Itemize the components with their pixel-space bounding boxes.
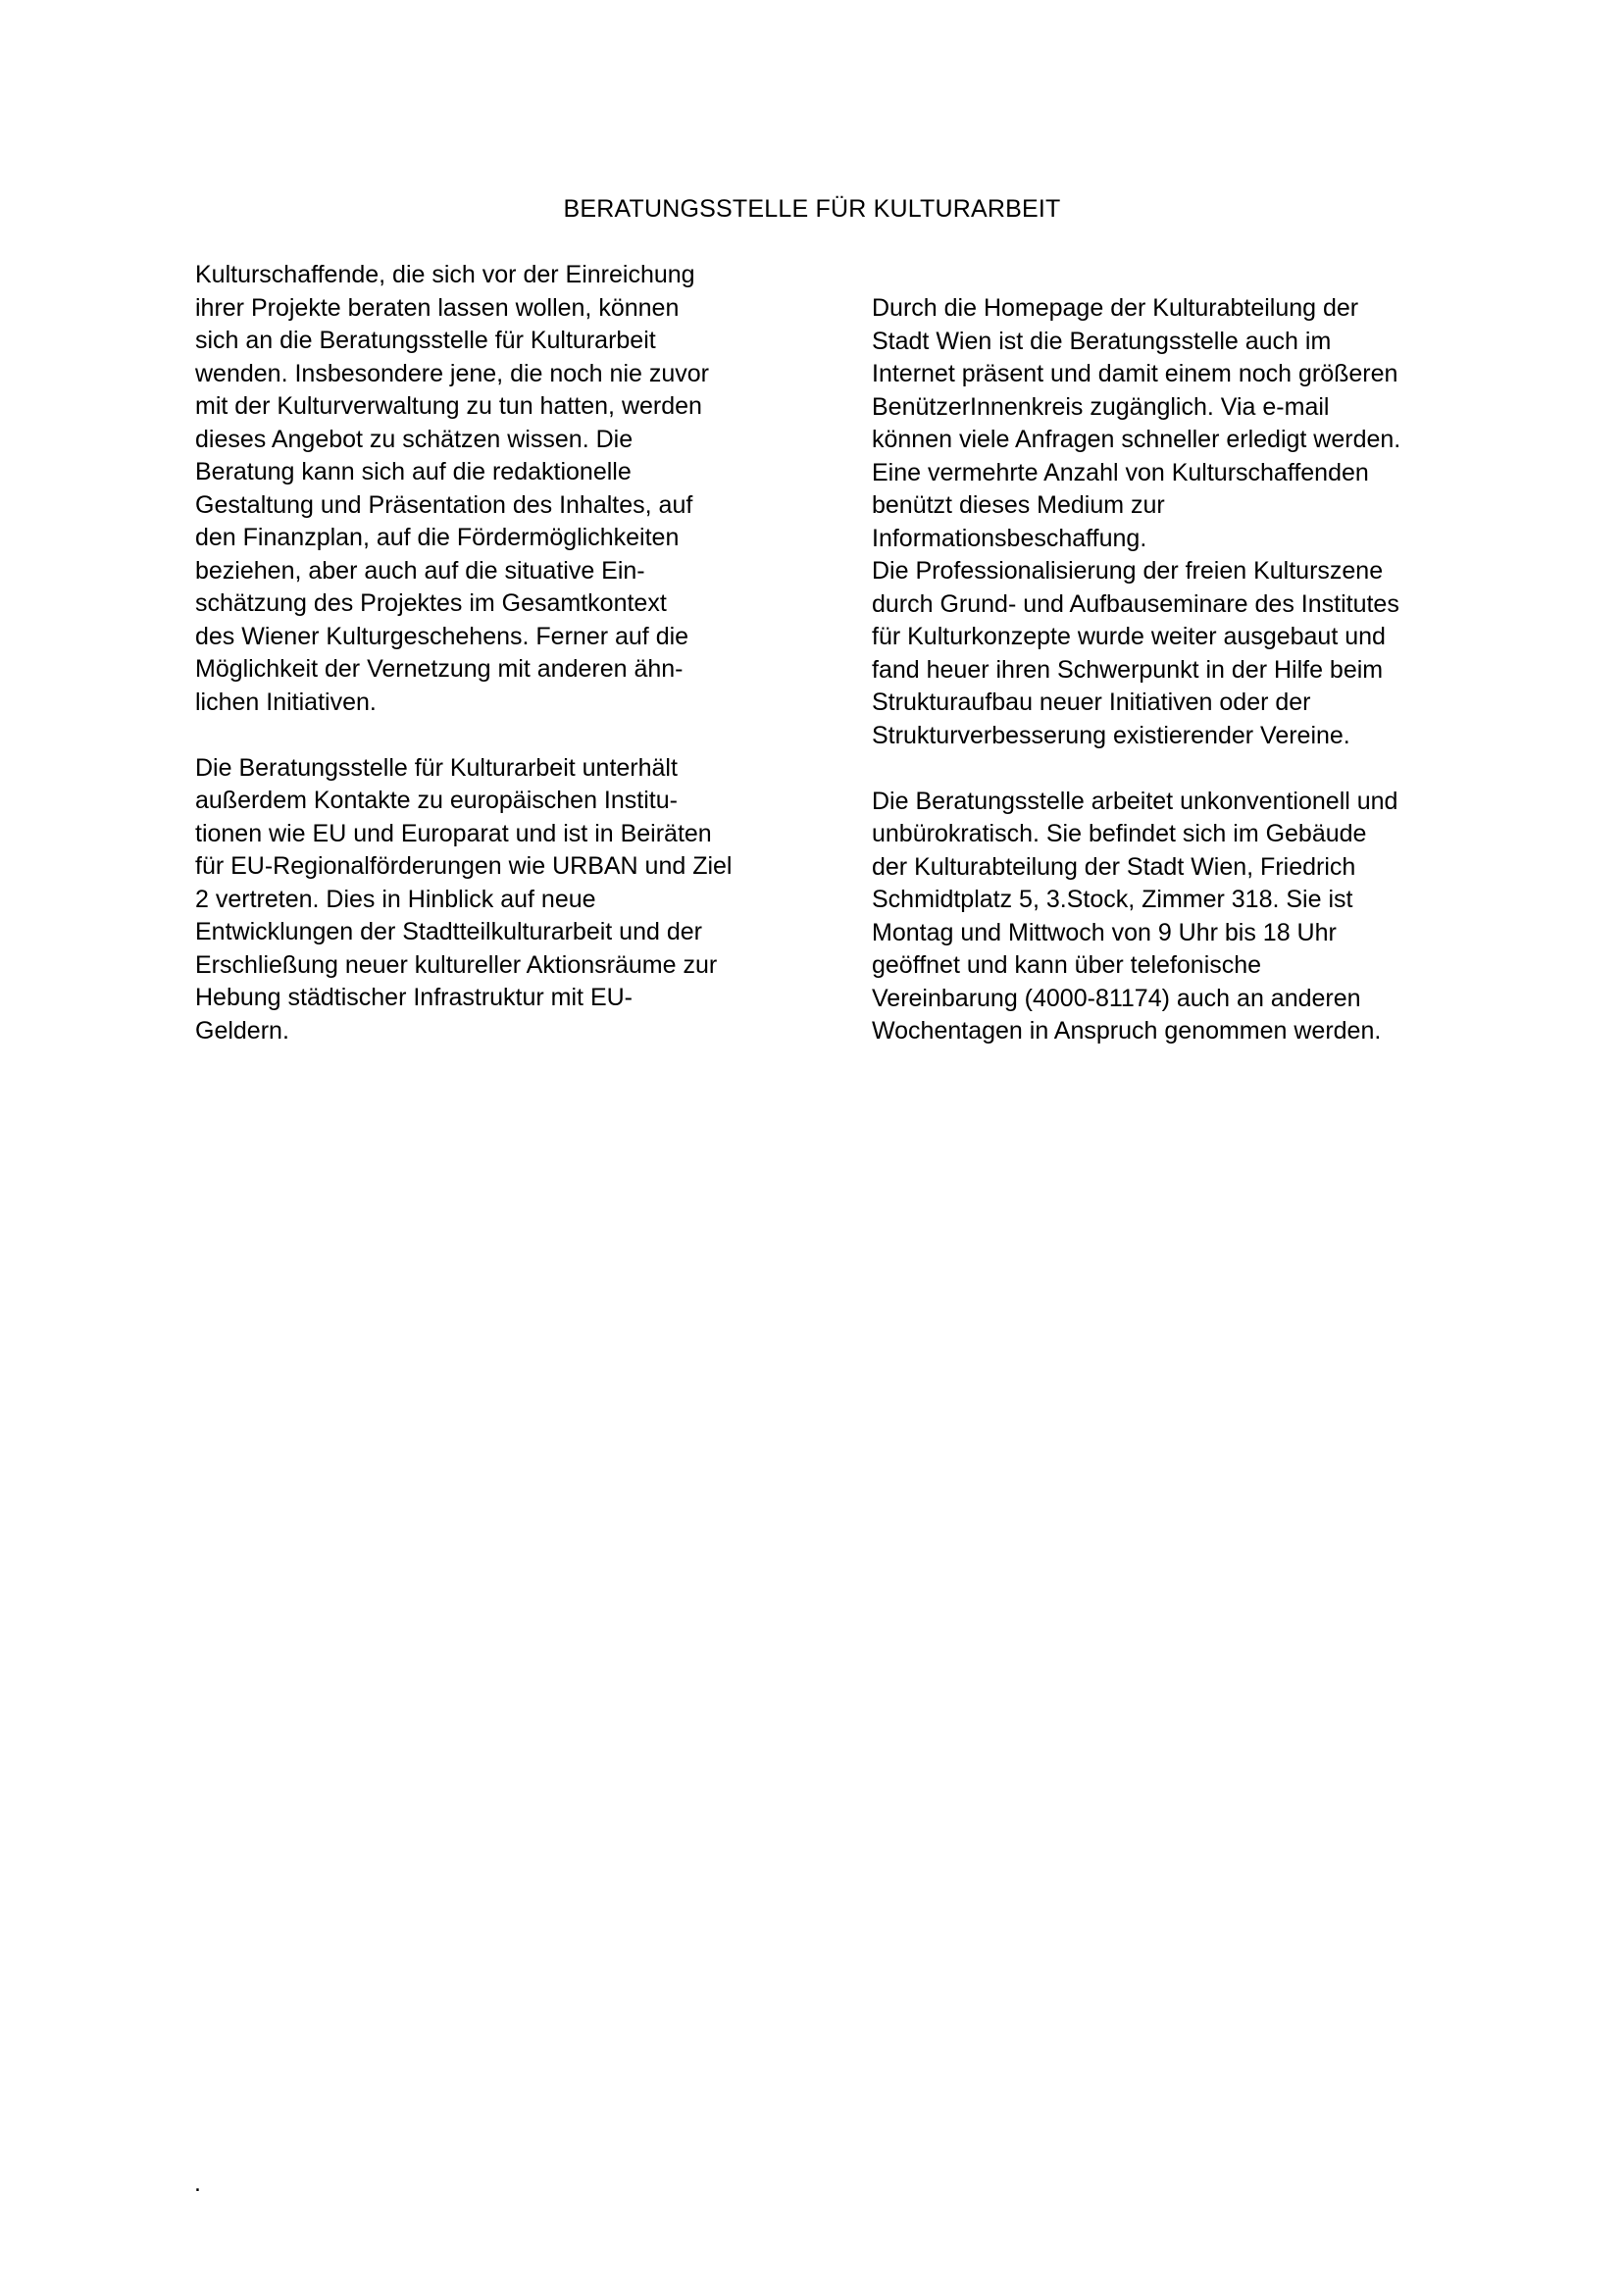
text-line: Schmidtplatz 5, 3.Stock, Zimmer 318. Sie ist xyxy=(872,886,1353,913)
text-line: Montag und Mittwoch von 9 Uhr bis 18 Uhr xyxy=(872,918,1337,946)
text-line: Strukturaufbau neuer Initiativen oder der xyxy=(872,688,1311,716)
right-paragraph-1 xyxy=(872,292,1480,752)
text-line: lichen Initiativen. xyxy=(195,688,377,716)
page-title: BERATUNGSSTELLE FÜR KULTURARBEIT xyxy=(563,195,1061,223)
text-line: für Kulturkonzepte wurde weiter ausgebaut und xyxy=(872,623,1386,650)
text-line: benützt dieses Medium zur xyxy=(872,491,1165,519)
text-line: des Wiener Kulturgeschehens. Ferner auf die xyxy=(195,622,689,650)
left-column xyxy=(195,259,784,1047)
text-line: Kulturschaffende, die sich vor der Einreichung xyxy=(195,261,695,288)
paragraph-gap xyxy=(872,752,1480,786)
text-line: Hebung städtischer Infrastruktur mit EU- xyxy=(195,984,633,1011)
text-line: mit der Kulturverwaltung zu tun hatten, werden xyxy=(195,392,702,420)
text-line: dieses Angebot zu schätzen wissen. Die xyxy=(195,425,634,453)
text-line: Die Beratungsstelle für Kulturarbeit unterhält xyxy=(195,753,678,782)
text-line: BenützerInnenkreis zugänglich. Via e-mail xyxy=(872,392,1330,421)
text-line: 2 vertreten. Dies in Hinblick auf neue xyxy=(195,885,596,913)
text-line: Geldern. xyxy=(195,1016,289,1045)
text-line: Informationsbeschaffung. xyxy=(872,524,1147,552)
text-line: geöffnet und kann über telefonische xyxy=(872,951,1262,979)
text-line: Stadt Wien ist die Beratungsstelle auch im xyxy=(872,327,1332,355)
text-line: Vereinbarung (4000-81174) auch an anderen xyxy=(872,984,1361,1012)
text-line: schätzung des Projektes im Gesamtkontext xyxy=(195,589,667,617)
right-column xyxy=(872,292,1480,1048)
text-line: Wochentagen in Anspruch genommen werden. xyxy=(872,1017,1382,1045)
text-line: den Finanzplan, auf die Fördermöglichkeiten xyxy=(195,524,680,551)
text-line: Eine vermehrte Anzahl von Kulturschaffenden xyxy=(872,458,1369,486)
text-line: durch Grund- und Aufbauseminare des Institutes xyxy=(872,589,1399,618)
text-line: können viele Anfragen schneller erledigt werden. xyxy=(872,426,1401,453)
text-line: Durch die Homepage der Kulturabteilung der xyxy=(872,294,1359,322)
footer-mark: . xyxy=(194,2169,201,2197)
text-line: unbürokratisch. Sie befindet sich im Gebäude xyxy=(872,820,1367,847)
text-line: Erschließung neuer kultureller Aktionsräume zur xyxy=(195,950,718,979)
text-line: Die Beratungsstelle arbeitet unkonventionell und xyxy=(872,787,1398,815)
right-paragraph-2 xyxy=(872,786,1480,1048)
text-line: Möglichkeit der Vernetzung mit anderen ähn- xyxy=(195,655,684,683)
text-line: Entwicklungen der Stadtteilkulturarbeit und der xyxy=(195,918,702,945)
paragraph-gap xyxy=(195,719,784,752)
text-line: Internet präsent und damit einem noch größeren xyxy=(872,360,1398,387)
text-line: Strukturverbesserung existierender Vereine. xyxy=(872,721,1350,749)
text-line: tionen wie EU und Europarat und ist in Beiräten xyxy=(195,819,712,847)
text-line: ihrer Projekte beraten lassen wollen, können xyxy=(195,293,680,322)
text-line: für EU-Regionalförderungen wie URBAN und Ziel xyxy=(195,852,733,880)
left-paragraph-2 xyxy=(195,752,784,1048)
text-line: sich an die Beratungsstelle für Kulturarbeit xyxy=(195,327,656,354)
left-paragraph-1 xyxy=(195,259,784,719)
text-line: fand heuer ihren Schwerpunkt in der Hilfe beim xyxy=(872,655,1384,684)
text-line: beziehen, aber auch auf die situative Ein- xyxy=(195,556,645,585)
text-line: außerdem Kontakte zu europäischen Institu- xyxy=(195,787,678,814)
text-line: Gestaltung und Präsentation des Inhaltes, auf xyxy=(195,490,693,519)
text-line: Die Professionalisierung der freien Kulturszene xyxy=(872,557,1384,585)
text-line: wenden. Insbesondere jene, die noch nie zuvor xyxy=(195,359,709,387)
text-line: Beratung kann sich auf die redaktionelle xyxy=(195,458,632,485)
text-line: der Kulturabteilung der Stadt Wien, Friedrich xyxy=(872,852,1356,881)
